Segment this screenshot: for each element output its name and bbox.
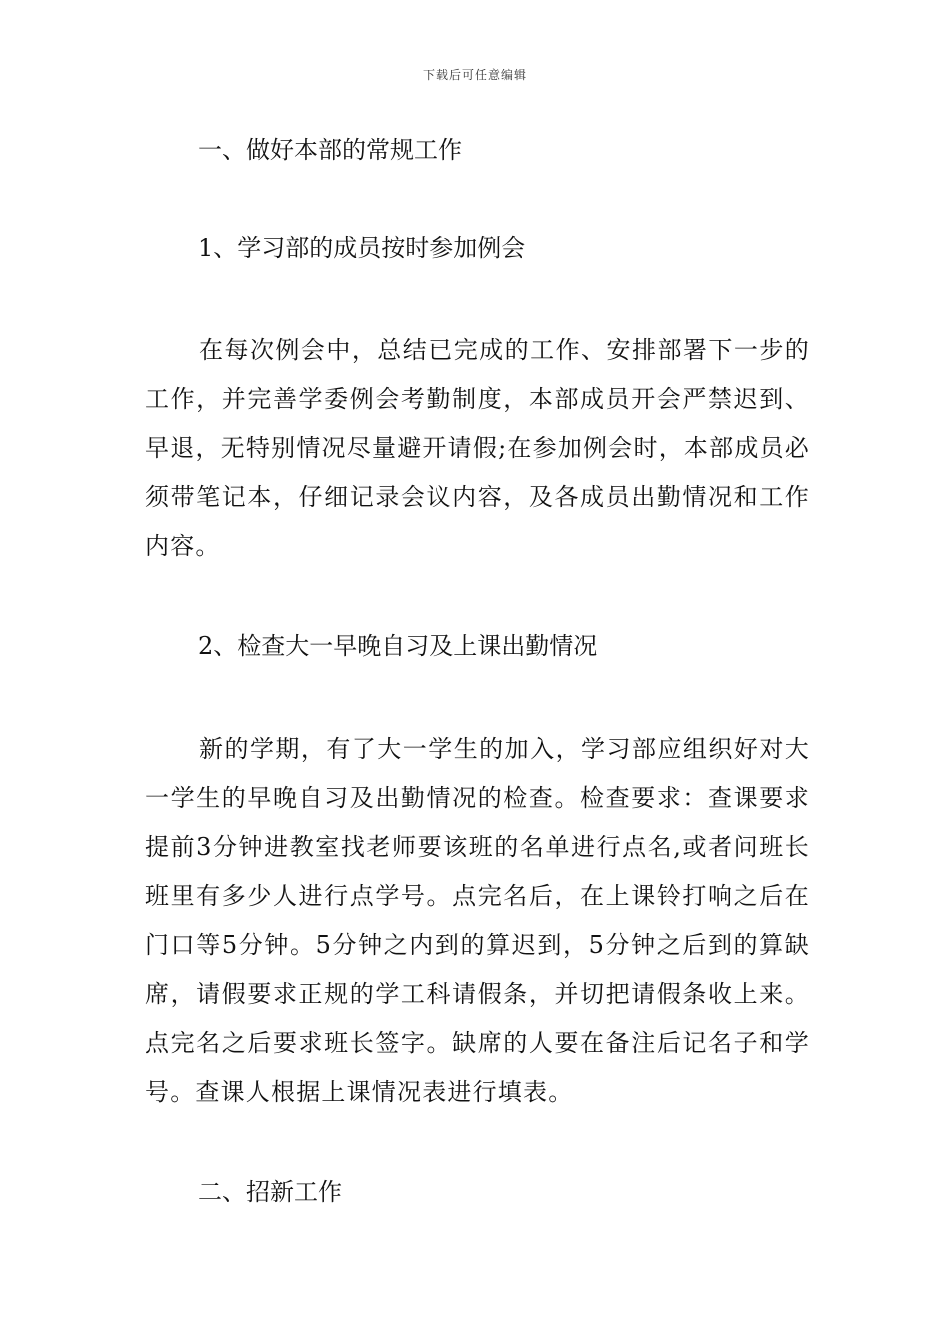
subheading-attendance-check: 2、检查大一早晚自习及上课出勤情况: [198, 632, 598, 660]
section-heading-routine-work: 一、做好本部的常规工作: [198, 136, 462, 164]
paragraph-meeting-rules: 在每次例会中，总结已完成的工作、安排部署下一步的工作，并完善学委例会考勤制度，本部成员开会严禁迟到、早退，无特别情况尽量避开请假;在参加例会时，本部成员必须带笔记本，仔细记录会议内容，及各成员出勤情况和工作内容。: [145, 336, 810, 560]
paragraph-attendance-procedure: 新的学期，有了大一学生的加入，学习部应组织好对大一学生的早晚自习及出勤情况的检查。检查要求：查课要求提前3分钟进教室找老师要该班的名单进行点名,或者问班长班里有多少人进行点学号。点完名后，在上课铃打响之后在门口等5分钟。5分钟之内到的算迟到，5分钟之后到的算缺席，请假要求正规的学工科请假条，并切把请假条收上来。点完名之后要求班长签字。缺席的人要在备注后记名子和学号。查课人根据上课情况表进行填表。: [145, 735, 810, 1106]
page-header: 下载后可任意编辑: [422, 68, 527, 82]
subheading-weekly-meeting: 1、学习部的成员按时参加例会: [198, 234, 526, 262]
section-heading-recruitment: 二、招新工作: [198, 1178, 342, 1206]
